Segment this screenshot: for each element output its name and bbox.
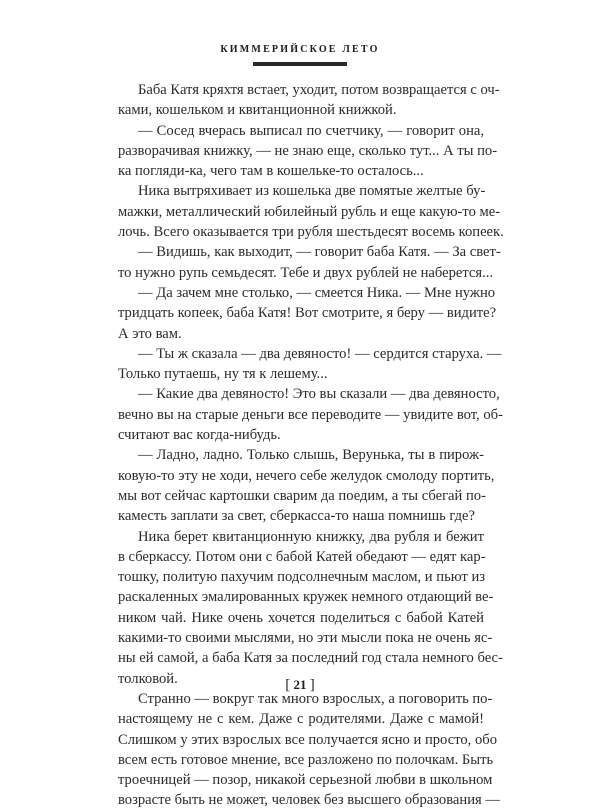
text-line: ка погляди-ка, чего там в кошельке-то осталось... (118, 163, 424, 180)
text-line: Ника вытряхивает из кошелька две помятые желтые бу- (138, 183, 486, 200)
text-line: ковую-то эту не ходи, нечего себе желудок смолоду портить, (118, 467, 495, 484)
text-line: — Видишь, как выходит, — говорит баба Катя. — За свет- (138, 244, 501, 261)
page-number-footer (0, 677, 600, 694)
text-line: толковой. (118, 670, 178, 687)
paragraph (118, 445, 495, 526)
text-line: троечницей — позор, никакой серьезной любви в школьном (118, 772, 493, 789)
text-line: какими-то своими мыслями, но эти мысли пока не очень яс- (118, 630, 493, 647)
paragraph (118, 344, 502, 385)
text-line: Странно — вокруг так много взрослых, а поговорить по- (138, 690, 493, 707)
paragraph (118, 80, 500, 121)
text-line: — Да зачем мне столько, — смеется Ника. — Мне нужно (138, 284, 496, 301)
body-text (118, 80, 504, 811)
text-line: возрасте быть не может, человек без высшего образования — (118, 792, 500, 809)
text-line: тошку, политую пахучим подсолнечным маслом, и пьют из (118, 569, 486, 586)
text-line: Только путаешь, ну тя к лешему... (118, 366, 328, 383)
text-line: Баба Катя кряхтя встает, уходит, потом возвращается с оч- (138, 82, 500, 98)
paragraph (118, 242, 501, 283)
text-line: ником чай. Нике очень хочется поделиться с бабой Катей (118, 609, 484, 626)
text-line: в сберкассу. Потом они с бабой Катей обедают — едят кар- (118, 548, 486, 565)
folio-left-bracket: [ (285, 677, 291, 693)
text-line: Ника берет квитанционную книжку, два рубля и бежит (138, 528, 484, 545)
text-line: лочь. Всего оказывается три рубля шестьдесят восемь копеек. (118, 224, 504, 241)
text-line: ками, кошельком и квитанционной книжкой. (118, 102, 397, 119)
text-line: тридцать копеек, баба Катя! Вот смотрите, я беру — видите? (118, 305, 497, 322)
paragraph (118, 527, 503, 689)
paragraph (118, 384, 503, 445)
text-line: Слишком у этих взрослых все получается ясно и просто, обо (118, 731, 497, 748)
paragraph (118, 283, 497, 344)
paragraph (118, 181, 504, 242)
folio-right-bracket: ] (309, 677, 315, 693)
text-line: настоящему не с кем. Даже с родителями. Даже с мамой! (118, 711, 484, 728)
text-line: — Какие два девяносто! Это вы сказали — два девяносто, (138, 386, 500, 403)
page-number: 21 (293, 677, 307, 692)
header-rule (253, 62, 347, 66)
text-line: мажки, металлический юбилейный рубль и еще какую-то ме- (118, 203, 501, 220)
text-line: разворачивая книжку, — не знаю еще, сколько тут... А ты по- (118, 142, 498, 159)
text-line: то нужно рупь семьдесят. Тебе и двух рублей не наберется... (118, 264, 494, 281)
running-title: КИММЕРИЙСКОЕ ЛЕТО (220, 44, 380, 55)
text-line: мы вот сейчас картошки сварим да поедим, а ты сбегай по- (118, 487, 486, 504)
text-line: ны ей самой, а баба Катя за последний год стала немного бес- (118, 650, 503, 667)
text-line: считают вас когда-нибудь. (118, 427, 281, 444)
text-line: — Сосед вчерась выписал по счетчику, — говорит она, (138, 122, 484, 139)
text-line: каместь заплати за свет, сберкасса-то наша помнишь где? (118, 508, 476, 525)
text-line: вечно вы на старые деньги все переводите — увидите вот, об- (118, 406, 503, 423)
text-line: раскаленных эмалированных кружек немного отдающий ве- (118, 589, 494, 606)
text-line: — Ладно, ладно. Только слышь, Верунька, ты в пирож- (138, 447, 484, 464)
text-line: всем есть готовое мнение, все разложено по полочкам. Быть (118, 751, 494, 768)
text-line: А это вам. (118, 325, 182, 342)
paragraph (118, 121, 498, 182)
text-line: — Ты ж сказала — два девяносто! — сердится старуха. — (138, 345, 502, 362)
